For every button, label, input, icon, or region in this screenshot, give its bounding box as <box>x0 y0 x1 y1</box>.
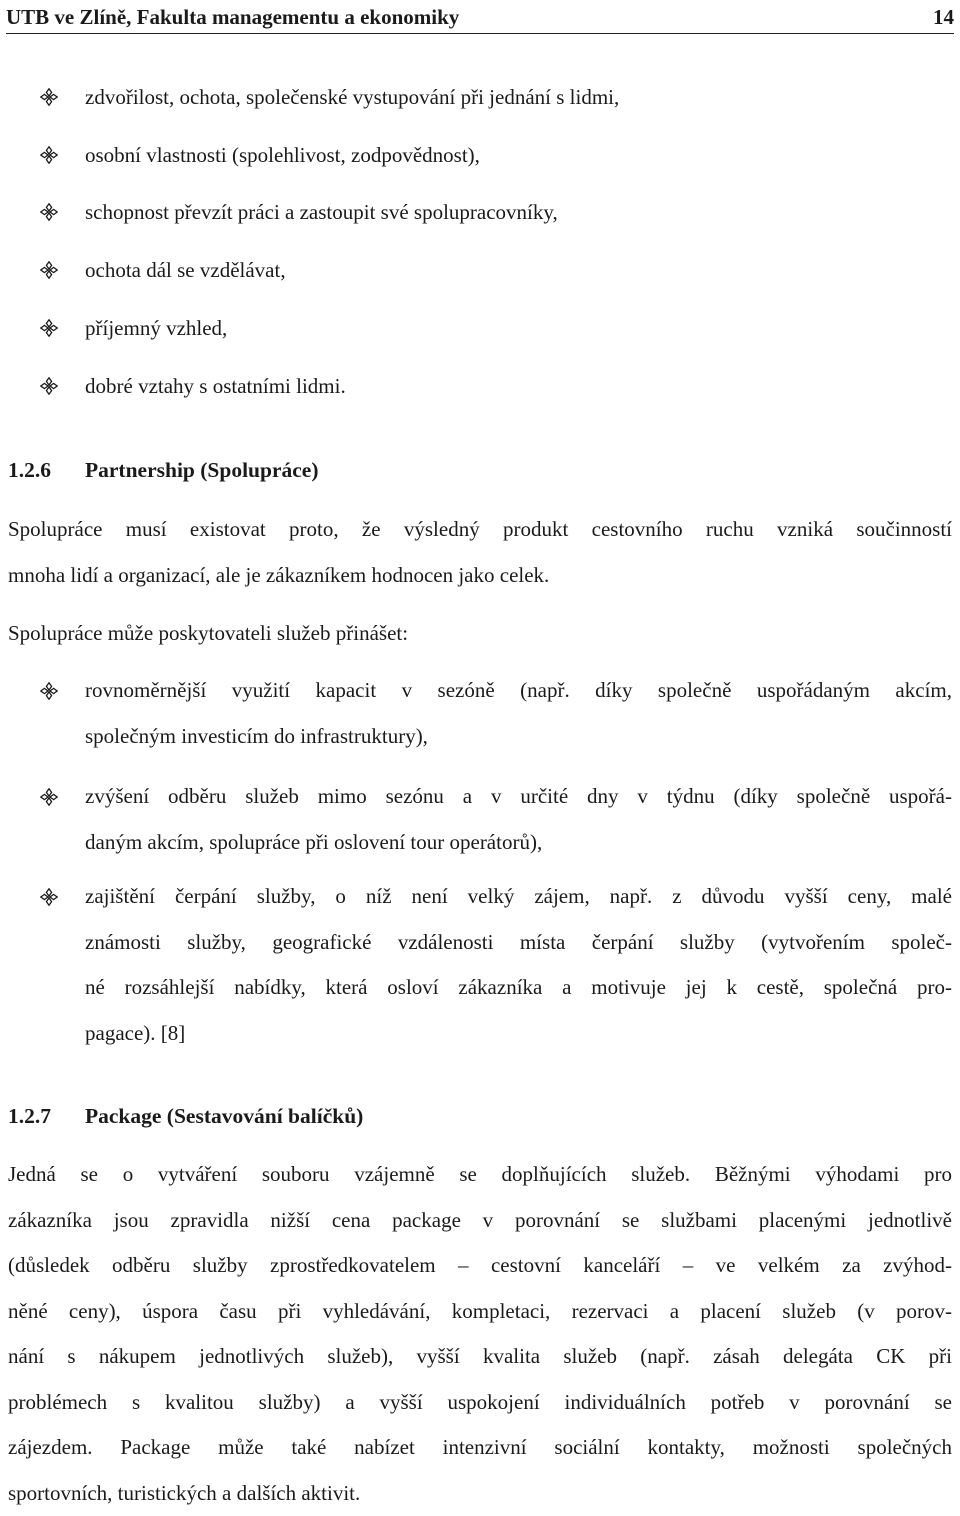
four-diamond-bullet-icon <box>40 203 58 221</box>
four-diamond-bullet-icon <box>40 788 58 806</box>
four-diamond-bullet-icon <box>40 888 58 906</box>
section-heading-1-2-6 <box>8 458 319 483</box>
paragraph-package <box>8 1152 952 1516</box>
list-item: osobní vlastnosti (spolehlivost, zodpovědnost), <box>85 132 952 178</box>
list-item-line: né rozsáhlejší nabídky, která osloví zákazníka a motivuje jej k cestě, společná pro- <box>85 965 952 1011</box>
page-number: 14 <box>933 5 954 30</box>
list-item <box>85 774 952 865</box>
four-diamond-bullet-icon <box>40 146 58 164</box>
paragraph-line: Spolupráce může poskytovateli služeb přinášet: <box>8 611 952 657</box>
four-diamond-bullet-icon <box>40 682 58 700</box>
header-title: UTB ve Zlíně, Fakulta managementu a ekonomiky <box>6 5 459 30</box>
list-item-line: zajištění čerpání služby, o níž není velký zájem, např. z důvodu vyšší ceny, malé <box>85 874 952 920</box>
four-diamond-bullet-icon <box>40 319 58 337</box>
paragraph-line: něné ceny), úspora času při vyhledávání, kompletaci, rezervaci a placení služeb (v porov- <box>8 1289 952 1335</box>
paragraph-line: problémech s kvalitou služby) a vyšší uspokojení individuálních potřeb v porovnání se <box>8 1380 952 1426</box>
list-item <box>85 668 952 759</box>
page-header <box>6 0 954 34</box>
four-diamond-bullet-icon <box>40 377 58 395</box>
section-heading-1-2-7 <box>8 1104 363 1129</box>
paragraph-line: zákazníka jsou zpravidla nižší cena package v porovnání se službami placenými jednotlivě <box>8 1198 952 1244</box>
four-diamond-bullet-icon <box>40 261 58 279</box>
paragraph-partnership-intro <box>8 507 952 598</box>
list-item: příjemný vzhled, <box>85 305 952 351</box>
four-diamond-bullet-icon <box>40 88 58 106</box>
paragraph-line: mnoha lidí a organizací, ale je zákazníkem hodnocen jako celek. <box>8 553 952 599</box>
list-item <box>85 874 952 1056</box>
section-title: Package (Sestavování balíčků) <box>85 1104 363 1128</box>
section-title: Partnership (Spolupráce) <box>85 458 319 482</box>
paragraph-line: sportovních, turistických a dalších aktivit. <box>8 1471 952 1516</box>
section-number: 1.2.6 <box>8 458 85 483</box>
list-item: zdvořilost, ochota, společenské vystupování při jednání s lidmi, <box>85 74 952 120</box>
paragraph-line: zájezdem. Package může také nabízet intenzivní sociální kontakty, možnosti společných <box>8 1425 952 1471</box>
paragraph-line: Spolupráce musí existovat proto, že výsledný produkt cestovního ruchu vzniká součinností <box>8 507 952 553</box>
list-item-line: zvýšení odběru služeb mimo sezónu a v určité dny v týdnu (díky společně uspořá- <box>85 774 952 820</box>
list-item-line: společným investicím do infrastruktury), <box>85 714 952 760</box>
section-number: 1.2.7 <box>8 1104 85 1129</box>
paragraph-line: Jedná se o vytváření souboru vzájemně se doplňujících služeb. Běžnými výhodami pro <box>8 1152 952 1198</box>
list-item-line: známosti služby, geografické vzdálenosti místa čerpání služby (vytvořením společ- <box>85 920 952 966</box>
list-item-line: daným akcím, spolupráce při oslovení tour operátorů), <box>85 820 952 866</box>
list-item: ochota dál se vzdělávat, <box>85 247 952 293</box>
list-item-line: pagace). [8] <box>85 1011 952 1057</box>
paragraph-line: (důsledek odběru služby zprostředkovatelem – cestovní kanceláří – ve velkém za zvýhod- <box>8 1243 952 1289</box>
list-item: dobré vztahy s ostatními lidmi. <box>85 363 952 409</box>
paragraph-line: nání s nákupem jednotlivých služeb), vyšší kvalita služeb (např. zásah delegáta CK při <box>8 1334 952 1380</box>
list-item: schopnost převzít práci a zastoupit své spolupracovníky, <box>85 189 952 235</box>
list-item-line: rovnoměrnější využití kapacit v sezóně (např. díky společně uspořádaným akcím, <box>85 668 952 714</box>
paragraph-partnership-benefits <box>8 611 952 657</box>
